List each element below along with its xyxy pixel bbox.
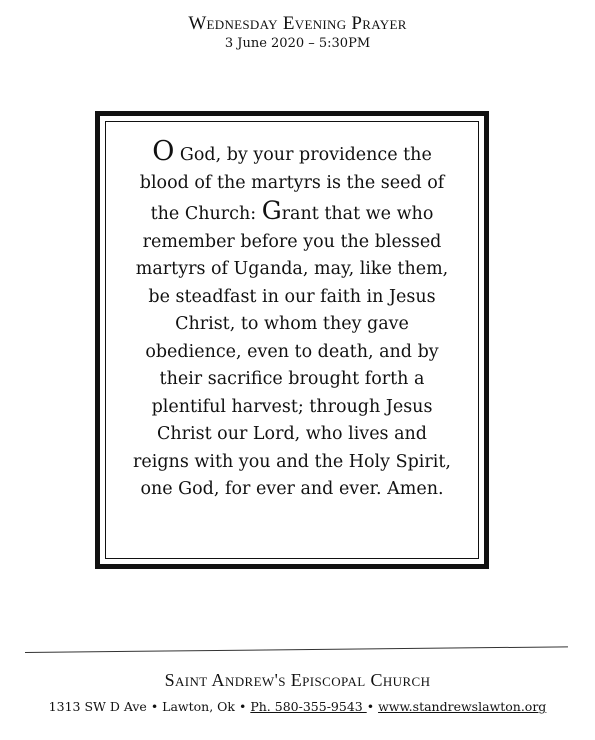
bullet-separator-2: • xyxy=(238,699,247,714)
page-header xyxy=(0,12,595,52)
prayer-line-2: blood of the martyrs is the seed of xyxy=(139,172,445,193)
phone-link[interactable]: Ph. 580-355-9543 xyxy=(250,699,367,714)
street-address: 1313 SW D Ave xyxy=(48,699,147,714)
collect-text xyxy=(112,138,472,504)
prayer-line-9: their sacrifice brought forth a xyxy=(159,369,425,389)
prayer-line-11: Christ our Lord, who lives and xyxy=(156,424,428,444)
service-date: 3 June 2020 – 5:30PM xyxy=(224,36,371,51)
prayer-line-6: be steadfast in our faith in Jesus xyxy=(148,286,436,307)
initial-letter-g: G xyxy=(261,196,282,225)
prayer-line-7: Christ, to whom they gave xyxy=(175,314,409,334)
prayer-line-4: remember before you the blessed xyxy=(142,231,442,252)
prayer-line-12: reigns with you and the Holy Spirit, xyxy=(133,451,451,472)
prayer-line-3-start: the Church: xyxy=(150,204,262,224)
church-name: Saint Andrew's Episcopal Church xyxy=(164,670,431,690)
prayer-line-1-text: God, by your providence the xyxy=(174,145,432,165)
bullet-separator-3: • xyxy=(366,699,375,714)
city-state: Lawton, Ok xyxy=(162,699,235,714)
prayer-line-10: plentiful harvest; through Jesus xyxy=(151,396,433,417)
prayer-line-13: one God, for ever and ever. Amen. xyxy=(140,479,444,499)
prayer-box xyxy=(105,121,479,559)
initial-letter-o: O xyxy=(152,136,175,167)
prayer-line-5: martyrs of Uganda, may, like them, xyxy=(135,259,449,279)
prayer-line-1 xyxy=(112,138,472,170)
bullet-separator-1: • xyxy=(150,699,159,714)
prayer-line-8: obedience, even to death, and by xyxy=(145,341,439,362)
service-title: Wednesday Evening Prayer xyxy=(188,13,407,34)
website-link[interactable]: www.standrewslawton.org xyxy=(378,699,547,714)
prayer-line-3-end: rant that we who xyxy=(281,204,434,224)
contact-line xyxy=(0,698,595,716)
footer-divider xyxy=(25,646,568,653)
prayer-line-3 xyxy=(112,197,472,229)
prayer-frame xyxy=(95,111,489,569)
